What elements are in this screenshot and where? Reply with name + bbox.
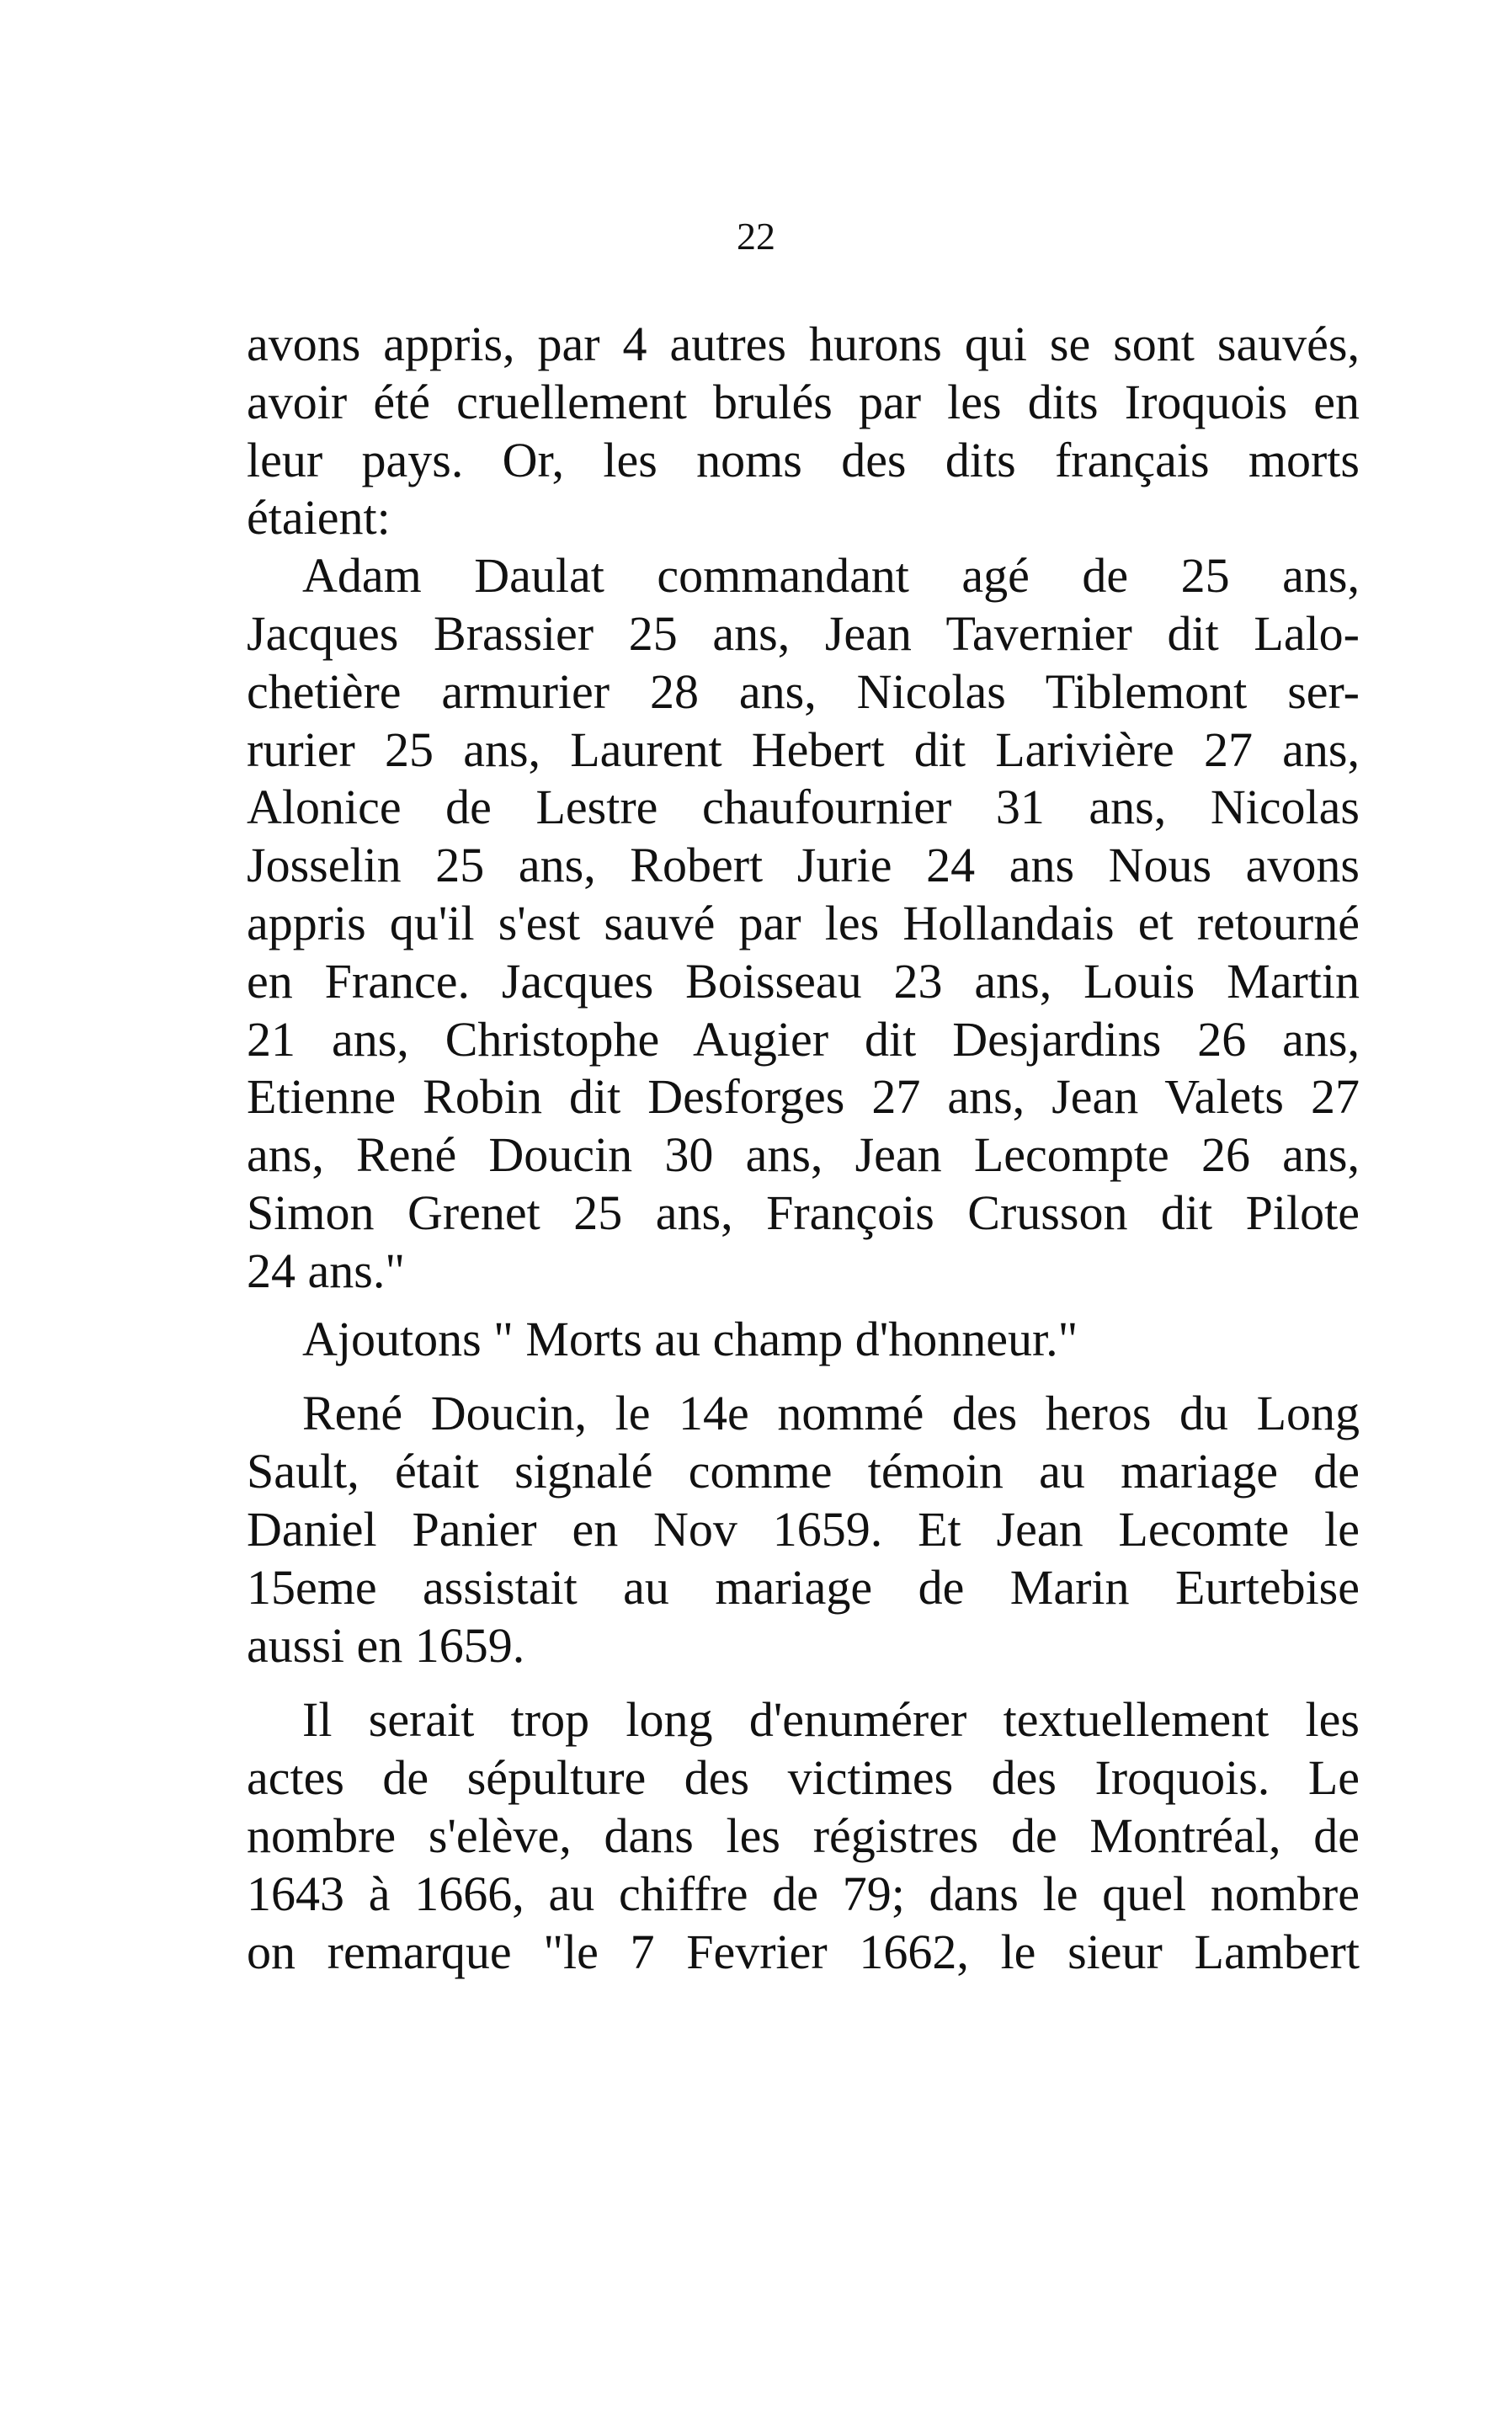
body-text: [247, 316, 1360, 1981]
paragraph-gap: [247, 1301, 1360, 1311]
paragraph-4: [247, 1385, 1360, 1674]
text-line: René Doucin, le 14e nommé des heros du Long: [302, 1386, 1360, 1441]
paragraph-2: [247, 547, 1360, 1300]
text-line: 24 ans.": [247, 1243, 405, 1298]
text-line: avoir été cruellement brulés par les dits Iroquois en: [247, 374, 1360, 429]
text-line: appris qu'il s'est sauvé par les Hollandais et retourné: [247, 895, 1360, 950]
paragraph-gap: [247, 1368, 1360, 1385]
paragraph-5: [247, 1691, 1360, 1981]
text-line: chetière armurier 28 ans, Nicolas Tiblemont ser-: [247, 663, 1360, 719]
text-line: 21 ans, Christophe Augier dit Desjardins 26 ans,: [247, 1011, 1360, 1067]
text-line: nombre s'elève, dans les régistres de Montréal, de: [247, 1807, 1360, 1863]
text-line: on remarque "le 7 Fevrier 1662, le sieur Lambert: [247, 1924, 1360, 1979]
text-line: 15eme assistait au mariage de Marin Eurtebise: [247, 1559, 1360, 1615]
text-line: étaient:: [247, 490, 391, 546]
text-line: Jacques Brassier 25 ans, Jean Tavernier dit Lalo-: [247, 605, 1360, 661]
text-line: Alonice de Lestre chaufournier 31 ans, Nicolas: [247, 780, 1360, 835]
text-line: 1643 à 1666, au chiffre de 79; dans le quel nombre: [247, 1866, 1360, 1921]
text-line: aussi en 1659.: [247, 1617, 525, 1673]
paragraph-3: [247, 1311, 1360, 1369]
text-line: actes de sépulture des victimes des Iroquois. Le: [247, 1750, 1360, 1806]
text-line: Sault, était signalé comme témoin au mariage de: [247, 1444, 1360, 1499]
text-line: ans, René Doucin 30 ans, Jean Lecompte 26 ans,: [247, 1127, 1360, 1183]
text-line: Il serait trop long d'enumérer textuellement les: [302, 1692, 1360, 1748]
text-line: rurier 25 ans, Laurent Hebert dit Larivière 27 ans,: [247, 721, 1360, 777]
text-line: avons appris, par 4 autres hurons qui se sont sauvés,: [247, 317, 1360, 371]
text-line: Etienne Robin dit Desforges 27 ans, Jean Valets 27: [247, 1069, 1360, 1125]
paragraph-gap: [247, 1674, 1360, 1691]
text-line: leur pays. Or, les noms des dits français morts: [247, 432, 1360, 487]
paragraph-1: [247, 316, 1360, 547]
page-number: 22: [737, 215, 775, 258]
text-line: Adam Daulat commandant agé de 25 ans,: [302, 548, 1360, 604]
text-line: Daniel Panier en Nov 1659. Et Jean Lecomte le: [247, 1501, 1360, 1557]
text-line: Josselin 25 ans, Robert Jurie 24 ans Nous avons: [247, 838, 1360, 893]
text-line: Ajoutons " Morts au champ d'honneur.": [302, 1311, 1078, 1366]
text-line: en France. Jacques Boisseau 23 ans, Louis Martin: [247, 953, 1360, 1009]
text-line: Simon Grenet 25 ans, François Crusson dit Pilote: [247, 1185, 1360, 1240]
